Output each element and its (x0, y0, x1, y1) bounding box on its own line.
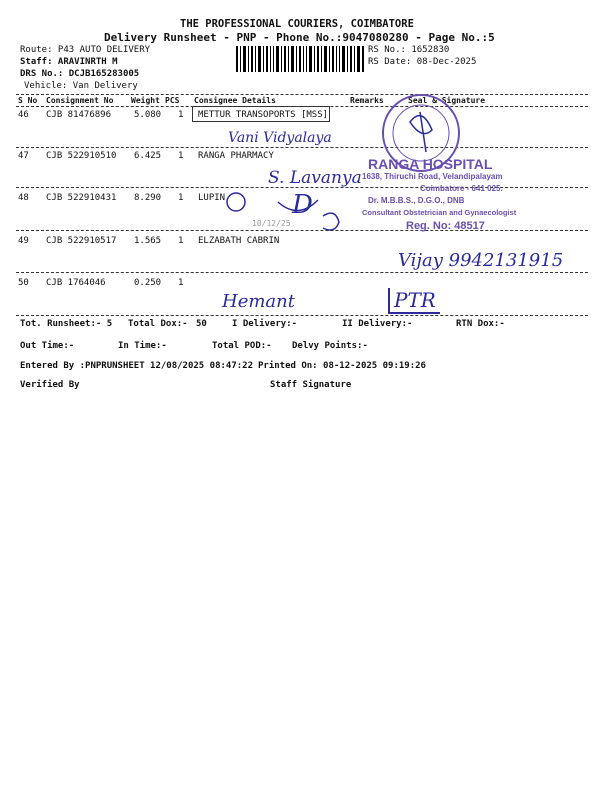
row-consignee: RANGA PHARMACY (198, 151, 274, 161)
in-time: In Time:- (118, 341, 167, 351)
handwriting-signature: Vani Vidyalaya (228, 130, 332, 146)
total-runsheet: Tot. Runsheet:- 5 (20, 319, 113, 329)
stamp-city: Coimbatore - 641 025. (420, 184, 503, 193)
rtn-dox: RTN Dox:- (456, 319, 505, 329)
stamp-hospital-name: RANGA HOSPITAL (368, 156, 493, 172)
row-consignment: CJB 522910517 (46, 236, 117, 246)
stamp-specialty: Consultant Obstetrician and Gynaecologist (362, 208, 517, 217)
col-weight: Weight (131, 96, 160, 105)
row-sno: 46 (18, 110, 29, 120)
col-sno: S No (18, 96, 38, 105)
stamp-date: 10/12/25 (252, 219, 291, 228)
row-consignee: ELZABATH CABRIN (198, 236, 280, 246)
row-consignee: METTUR TRANSOPORTS [MSS] (198, 110, 329, 120)
row-weight: 5.080 (134, 110, 162, 120)
company-title: THE PROFESSIONAL COURIERS, COIMBATORE (180, 18, 414, 30)
barcode-image (236, 46, 364, 72)
col-pcs: PCS (165, 96, 180, 105)
runsheet-title: Delivery Runsheet - PNP - Phone No.:9047080280 - Page No.:5 (104, 31, 495, 44)
divider (16, 147, 588, 148)
row-weight: 8.290 (134, 193, 162, 203)
divider (16, 230, 588, 231)
ii-delivery: II Delivery:- (342, 319, 413, 329)
consignee-box (192, 106, 330, 122)
signature-scribble (218, 188, 348, 236)
row-pcs: 1 (178, 236, 184, 246)
ptr-mark: PTR (388, 288, 440, 314)
out-time: Out Time:- (20, 341, 75, 351)
row-pcs: 1 (178, 110, 184, 120)
divider (16, 315, 588, 316)
row-pcs: 1 (178, 278, 184, 288)
total-pod: Total POD:- (212, 341, 272, 351)
row-sno: 49 (18, 236, 29, 246)
route-label: Route: P43 AUTO DELIVERY (20, 45, 151, 55)
col-consignment: Consignment No (46, 96, 114, 105)
entered-by: Entered By :PNPRUNSHEET 12/08/2025 08:47:22 (20, 361, 253, 371)
row-pcs: 1 (178, 151, 184, 161)
total-dox-value: 50 (196, 319, 207, 329)
row-weight: 6.425 (134, 151, 162, 161)
handwriting-signature: S. Lavanya (268, 168, 362, 188)
row-weight: 1.565 (134, 236, 162, 246)
col-consignee: Consignee Details (194, 96, 276, 105)
staff-label: Staff: ARAVINRTH M (20, 57, 118, 67)
vehicle-label: Vehicle: Van Delivery (24, 81, 138, 91)
divider (16, 272, 588, 273)
stamp-address: 1638, Thiruchi Road, Velandipalayam (362, 172, 503, 181)
handwriting-phone: Vijay 9942131915 (398, 250, 564, 271)
row-sno: 47 (18, 151, 29, 161)
row-consignment: CJB 522910431 (46, 193, 117, 203)
drs-number: DRS No.: DCJB165283005 (20, 69, 140, 79)
stamp-doctor: Dr. M.B.B.S., D.G.O., DNB (368, 196, 465, 205)
row-consignment: CJB 522910510 (46, 151, 117, 161)
divider (16, 94, 588, 95)
row-consignee: LUPIN (198, 193, 226, 203)
row-pcs: 1 (178, 193, 184, 203)
handwriting-initial: D (292, 190, 313, 220)
row-sno: 50 (18, 278, 29, 288)
i-delivery: I Delivery:- (232, 319, 298, 329)
col-seal: Seal & Signature (408, 96, 486, 105)
stamp-reg-no: Reg. No: 48517 (406, 220, 485, 232)
row-weight: 0.250 (134, 278, 162, 288)
delivery-points: Delvy Points:- (292, 341, 368, 351)
verified-by: Verified By (20, 380, 80, 390)
row-consignment: CJB 81476896 (46, 110, 112, 120)
staff-signature: Staff Signature (270, 380, 352, 390)
handwriting-signature: Hemant (222, 291, 295, 312)
total-dox-label: Total Dox:- (128, 319, 188, 329)
rs-number: RS No.: 1652830 (368, 45, 450, 55)
row-consignment: CJB 1764046 (46, 278, 106, 288)
printed-on: Printed On: 08-12-2025 09:19:26 (258, 361, 426, 371)
row-sno: 48 (18, 193, 29, 203)
col-remarks: Remarks (350, 96, 384, 105)
rs-date: RS Date: 08-Dec-2025 (368, 57, 477, 67)
